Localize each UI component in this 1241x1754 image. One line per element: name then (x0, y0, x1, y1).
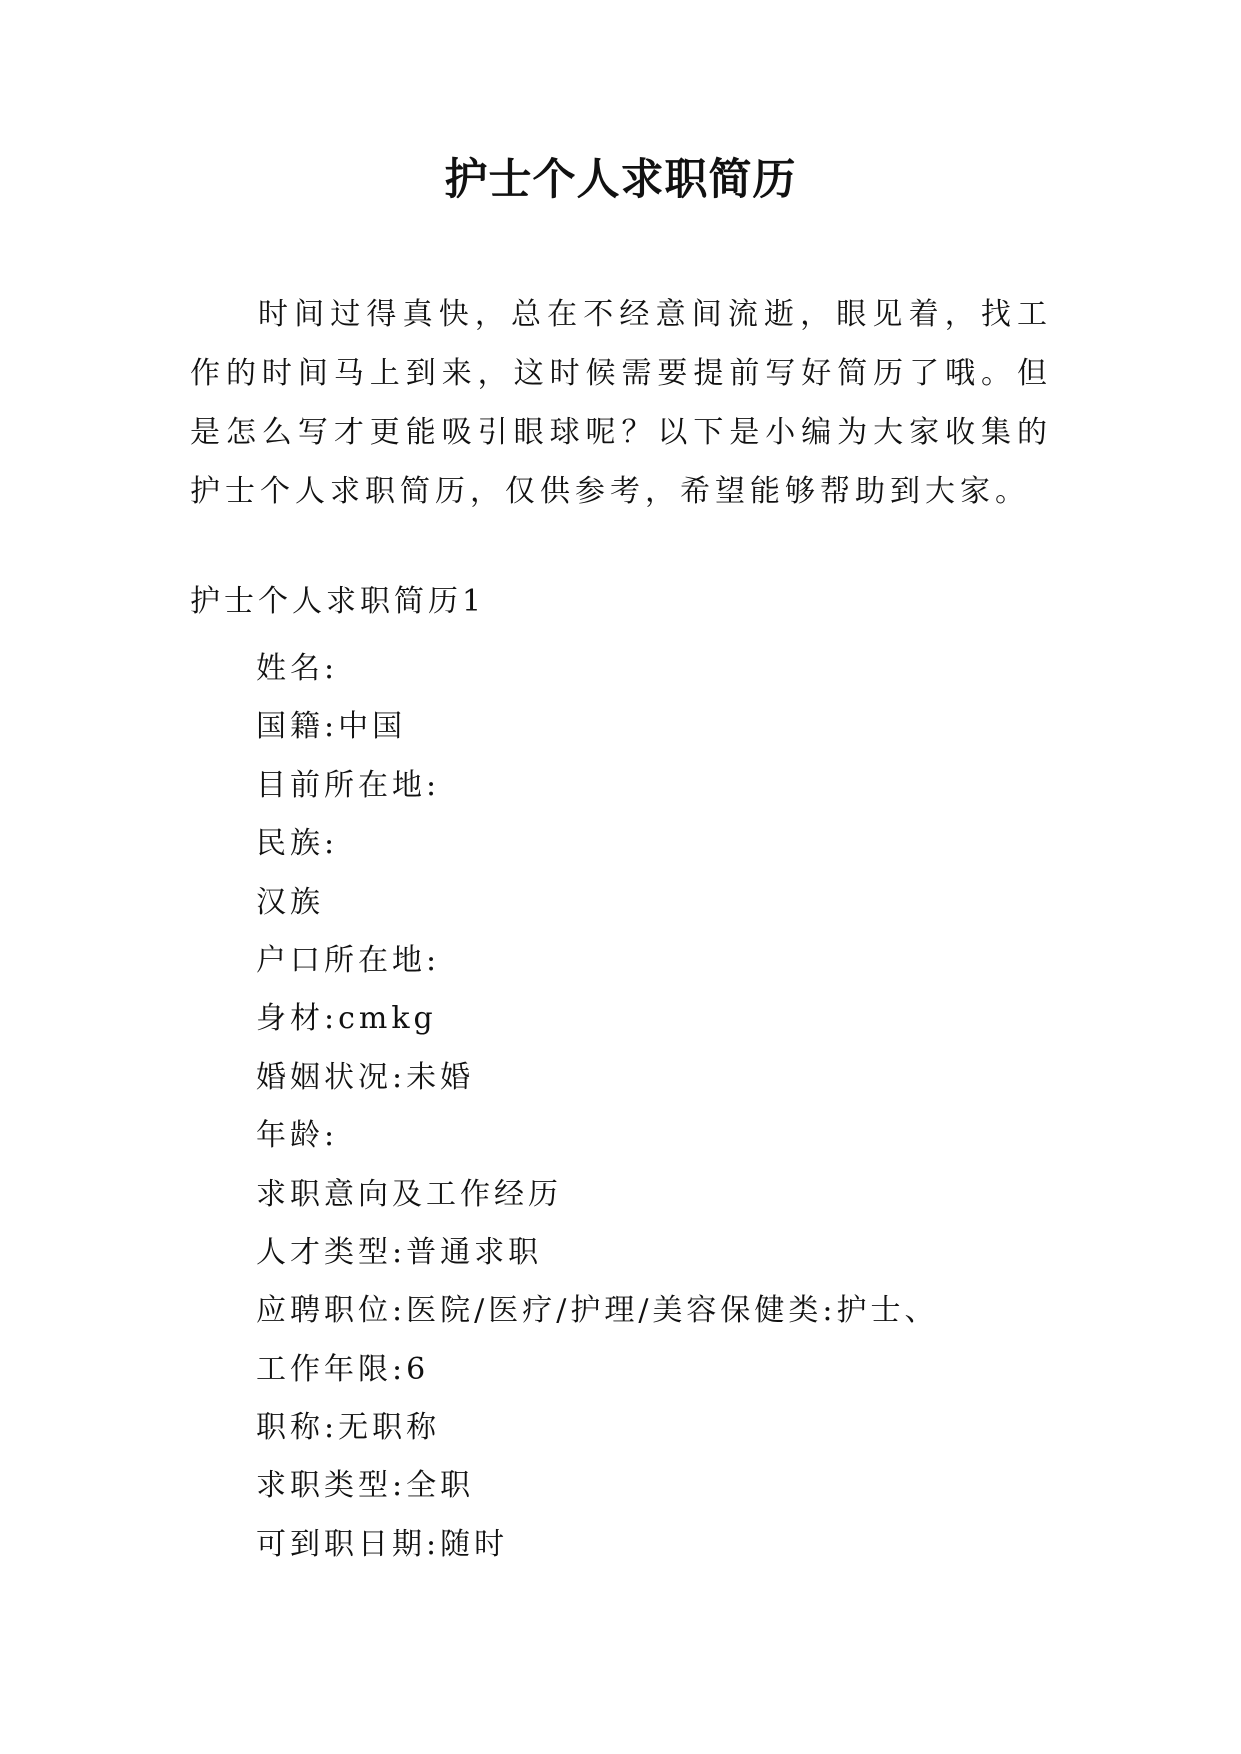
field-height-weight: 身材:cmkg (256, 1001, 437, 1037)
field-ethnicity-value: 汉族 (256, 884, 324, 920)
intro-paragraph: 时间过得真快，总在不经意间流逝，眼见着，找工作的时间马上到来，这时候需要提前写好简历了哦。但是怎么写才更能吸引眼球呢？以下是小编为大家收集的护士个人求职简历，仅供参考，希望能够帮助到大家。 (190, 297, 1052, 509)
field-marital-status: 婚姻状况:未婚 (256, 1059, 475, 1095)
field-job-type: 求职类型:全职 (256, 1468, 475, 1504)
field-available-date: 可到职日期:随时 (256, 1526, 509, 1562)
field-household-registration: 户口所在地: (256, 942, 441, 978)
field-ethnicity: 民族: (256, 826, 339, 862)
section-heading: 护士个人求职简历1 (190, 584, 486, 619)
resume-field-list (256, 640, 939, 1574)
document-title: 护士个人求职简历 (444, 155, 797, 205)
field-name: 姓名: (256, 651, 339, 686)
field-professional-title: 职称:无职称 (256, 1410, 441, 1446)
field-age: 年龄: (256, 1118, 339, 1154)
field-nationality: 国籍:中国 (256, 709, 407, 745)
field-applied-position: 应聘职位:医院/医疗/护理/美容保健类:护士、 (256, 1293, 939, 1329)
field-years-of-work: 工作年限:6 (256, 1351, 430, 1387)
field-current-location: 目前所在地: (256, 767, 441, 803)
subsection-job-intention: 求职意向及工作经历 (256, 1176, 562, 1212)
field-talent-type: 人才类型:普通求职 (256, 1234, 543, 1270)
